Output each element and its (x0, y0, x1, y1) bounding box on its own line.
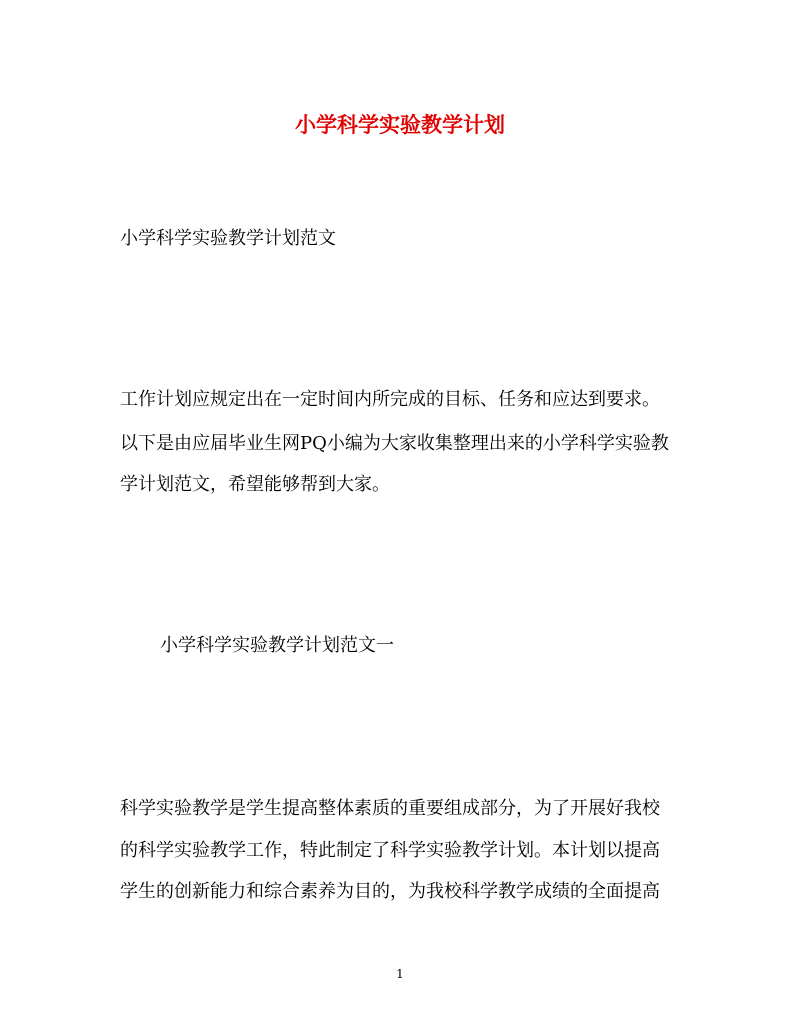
intro-line-1: 工作计划应规定出在一定时间内所完成的目标、任务和应达到要求。 (120, 389, 660, 410)
document-subtitle: 小学科学实验教学计划范文 (120, 228, 336, 249)
section-heading: 小学科学实验教学计划范文一 (160, 635, 394, 656)
page-number: 1 (396, 967, 404, 981)
body-line-1: 科学实验教学是学生提高整体素质的重要组成部分，为了开展好我校 (120, 798, 660, 819)
body-line-2: 的科学实验教学工作，特此制定了科学实验教学计划。本计划以提高 (120, 840, 660, 861)
document-title: 小学科学实验教学计划 (295, 112, 505, 137)
intro-line-3: 学计划范文，希望能够帮到大家。 (120, 474, 390, 495)
body-line-3: 学生的创新能力和综合素养为目的，为我校科学教学成绩的全面提高 (120, 881, 660, 902)
intro-line-2: 以下是由应届毕业生网PQ小编为大家收集整理出来的小学科学实验教 (120, 433, 669, 454)
